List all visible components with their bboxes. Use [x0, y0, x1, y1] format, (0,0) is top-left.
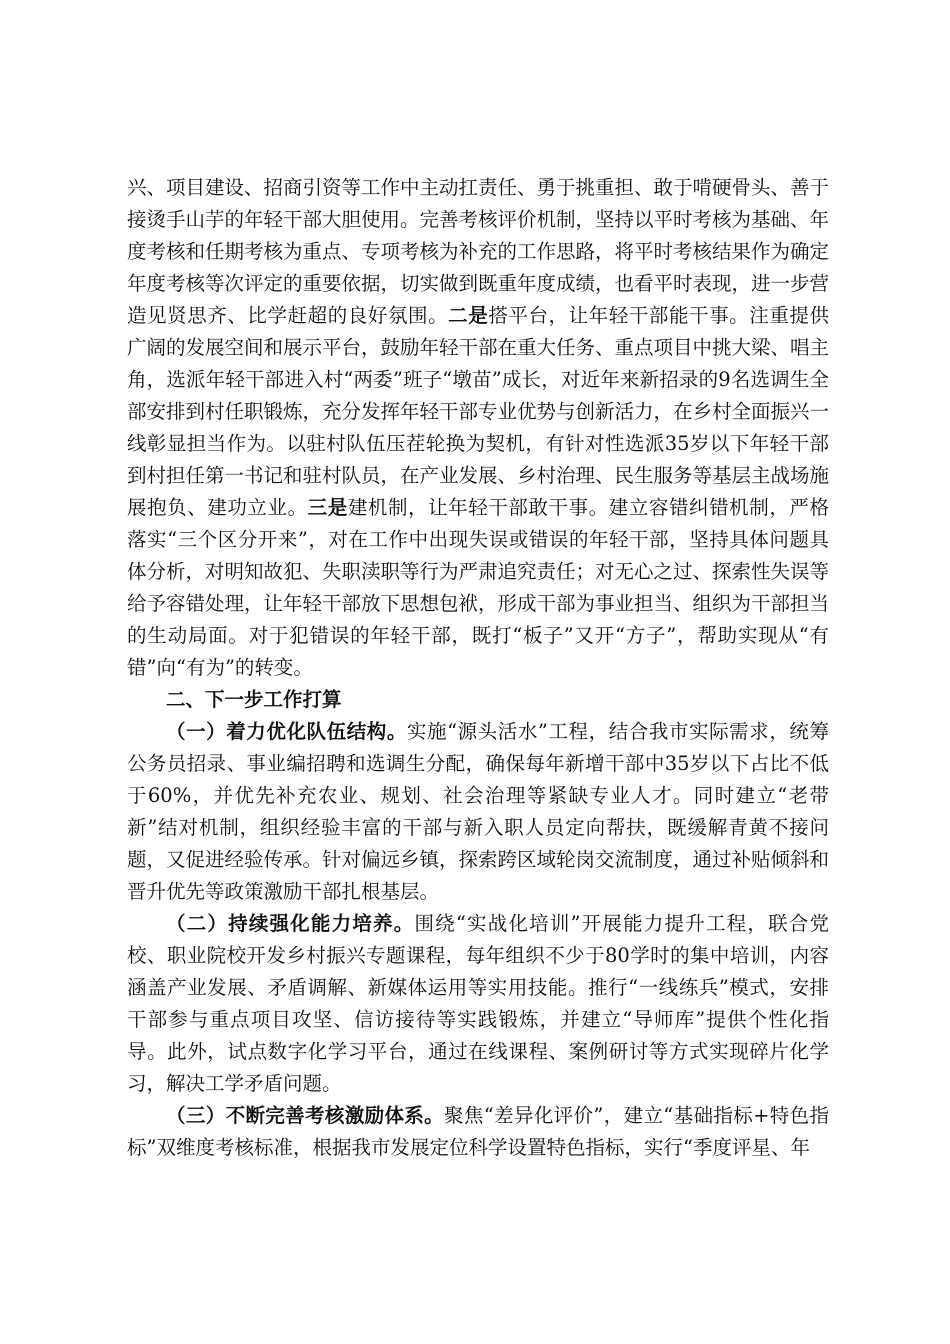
item-body: 实施“源头活水”工程，结合我市实际需求，统筹公务员招录、事业编招聘和选调生分配，确保每年新增干部中35岁以下占比不低于60%，并优先补充农业、规划、社会治理等紧缺专业人才。同时建立“老带新”结对机制，组织经验丰富的干部与新入职人员定向帮扶，既缓解青黄不接问题，又促进经验传承。针对偏远乡镇，探索跨区域轮岗交流制度，通过补贴倾斜和晋升优先等政策激励干部扎根基层。 — [127, 720, 830, 903]
text-segment: 兴、项目建设、招商引资等工作中主动扛责任、勇于挑重担、敢于啃硬骨头、善于接烫手山芋的年轻干部大胆使用。完善考核评价机制，坚持以平时考核为基础、年度考核和任期考核为重点、专项考核为补充的工作思路，将平时考核结果作为确定年度考核等次评定的重要依据，切实做到既重年度成绩，也看平时表现，进一步营造见贤思齐、比学赶超的良好氛围。 — [127, 176, 830, 327]
item-title: （一）着力优化队伍结构。 — [166, 720, 407, 743]
emphasis-third: 三是 — [307, 496, 348, 519]
section-heading: 二、下一步工作打算 — [166, 688, 342, 711]
text-segment: 搭平台，让年轻干部能干事。注重提供广阔的发展空间和展示平台，鼓励年轻干部在重大任务、重点项目中挑大梁、唱主角，选派年轻干部进入村“两委”班子“墩苗”成长，对近年来新招录的9名选调生全部安排到村任职锻炼，充分发挥年轻干部专业优势与创新活力，在乡村全面振兴一线彰显担当作为。以驻村队伍压茬轮换为契机，有针对性选派35岁以下年轻干部到村担任第一书记和驻村队员，在产业发展、乡村治理、民生服务等基层主战场施展抱负、建功立业。 — [127, 304, 830, 519]
item-paragraph-2 — [127, 908, 829, 1100]
item-paragraph-1 — [127, 716, 829, 908]
text-segment: 建机制，让年轻干部敢干事。建立容错纠错机制，严格落实“三个区分开来”，对在工作中出现失误或错误的年轻干部，坚持具体问题具体分析，对明知故犯、失职渎职等行为严肃追究责任；对无心之过、探索性失误等给予容错处理，让年轻干部放下思想包袱，形成干部为事业担当、组织为干部担当的生动局面。对于犯错误的年轻干部，既打“板子”又开“方子”，帮助实现从“有错”向“有为”的转变。 — [127, 496, 830, 679]
item-body: 聚焦“差异化评价”，建立“基础指标+特色指标”双维度考核标准，根据我市发展定位科学设置特色指标，实行“季度评星、年 — [127, 1104, 829, 1159]
emphasis-second: 二是 — [448, 304, 489, 327]
item-title: （二）持续强化能力培养。 — [166, 912, 415, 935]
item-title: （三）不断完善考核激励体系。 — [166, 1104, 445, 1127]
paragraph-continuation — [127, 172, 829, 684]
item-body: 围绕“实战化培训”开展能力提升工程，联合党校、职业院校开发乡村振兴专题课程，每年组织不少于80学时的集中培训，内容涵盖产业发展、矛盾调解、新媒体运用等实用技能。推行“一线练兵”模式，安排干部参与重点项目攻坚、信访接待等实践锻炼，并建立“导师库”提供个性化指导。此外，试点数字化学习平台，通过在线课程、案例研讨等方式实现碎片化学习，解决工学矛盾问题。 — [127, 912, 829, 1095]
item-paragraph-3 — [127, 1100, 829, 1164]
document-body — [127, 172, 829, 1164]
